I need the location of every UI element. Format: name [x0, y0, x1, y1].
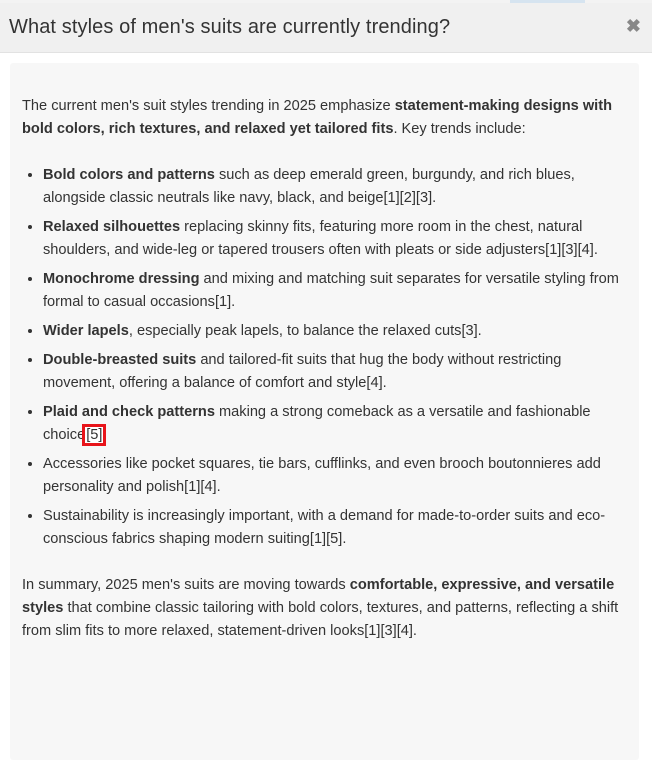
list-item: • Bold colors and patterns such as deep emerald green, burgundy, and rich blues, alongside classic neutrals like navy, black, and beige[1][2][3]. [43, 164, 625, 210]
trend-list [22, 164, 625, 551]
answer-panel [10, 63, 639, 760]
list-item: • Sustainability is increasingly important, with a demand for made-to-order suits and eco-conscious fabrics shaping modern suiting[1][5]. [43, 505, 625, 551]
dialog-title: What styles of men's suits are currently trending? [9, 16, 451, 38]
intro-paragraph: The current men's suit styles trending in 2025 emphasize statement-making designs with bold colors, rich textures, and relaxed yet tailored fits. Key trends include: [22, 98, 613, 137]
list-item: • Accessories like pocket squares, tie bars, cufflinks, and even brooch boutonnieres add personality and polish[1][4]. [43, 453, 625, 499]
list-item: • Wider lapels, especially peak lapels, to balance the relaxed cuts[3]. [43, 320, 625, 343]
list-item: • Plaid and check patterns making a strong comeback as a versatile and fashionable choice[5] [43, 401, 625, 447]
list-item: • Relaxed silhouettes replacing skinny fits, featuring more room in the chest, natural shoulders, and wide-leg or tapered trousers often with pleats or side adjusters[1][3][4]. [43, 216, 625, 262]
list-item: • Monochrome dressing and mixing and matching suit separates for versatile styling from formal to casual occasions[1]. [43, 268, 625, 314]
list-item: • Double-breasted suits and tailored-fit suits that hug the body without restricting movement, offering a balance of comfort and style[4]. [43, 349, 625, 395]
citation-link-highlighted[interactable]: [5] [86, 427, 103, 443]
summary-paragraph: In summary, 2025 men's suits are moving towards comfortable, expressive, and versatile styles that combine classic tailoring with bold colors, textures, and patterns, reflecting a shift from slim fits to more relaxed, statement-driven looks[1][3][4]. [22, 577, 619, 639]
dialog-header [0, 3, 652, 53]
close-icon[interactable]: ✖ [625, 16, 641, 36]
